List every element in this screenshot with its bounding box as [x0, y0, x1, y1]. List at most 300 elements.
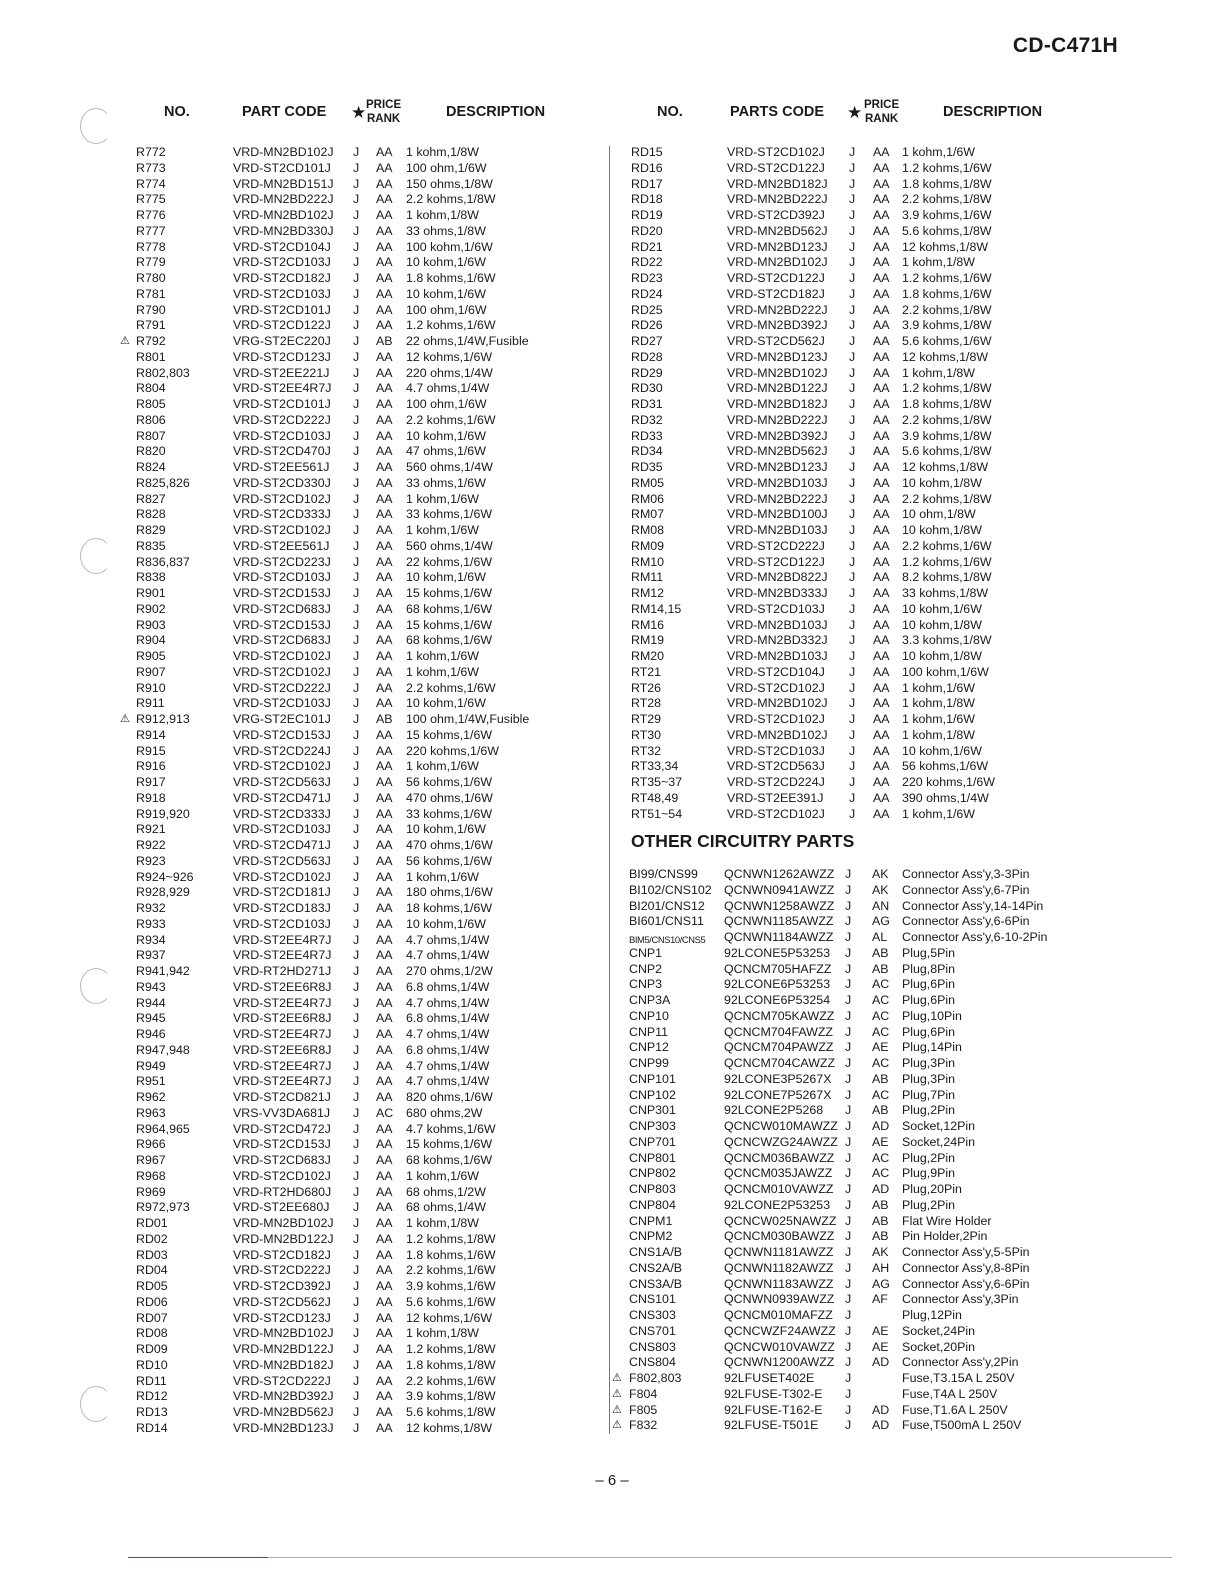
part-code: VRD-ST2CD183J: [233, 901, 331, 915]
part-mark: J: [845, 1166, 852, 1181]
part-description: 100 kohm,1/6W: [406, 239, 493, 254]
part-number: R919,920: [136, 806, 190, 821]
table-row: [0, 240, 1224, 256]
price-rank: AA: [376, 743, 393, 758]
part-mark: J: [353, 1342, 360, 1356]
part-code: VRD-ST2EE561J: [233, 460, 330, 474]
part-mark: J: [849, 790, 856, 805]
price-rank: AA: [376, 349, 393, 364]
part-number: R774: [136, 176, 166, 191]
part-number: RM05: [631, 475, 665, 490]
part-code: QCNWN1183AWZZ: [724, 1276, 834, 1291]
part-description: 1 kohm,1/8W: [406, 208, 479, 222]
part-mark: J: [353, 1074, 360, 1089]
part-description: 6.8 ohms,1/4W: [406, 979, 490, 994]
price-rank: AA: [376, 680, 393, 695]
price-rank: AA: [873, 601, 890, 616]
table-row: [0, 1403, 1224, 1419]
part-description: 1 kohm,1/8W: [406, 1326, 479, 1341]
part-code: QCNCM705KAWZZ: [724, 1008, 835, 1023]
part-code: VRD-MN2BD122J: [727, 381, 828, 396]
price-rank: AB: [872, 1197, 889, 1212]
price-rank: AA: [376, 633, 393, 648]
part-description: 6.8 ohms,1/4W: [406, 1042, 490, 1057]
price-rank: AA: [376, 538, 393, 553]
price-rank: AA: [376, 286, 393, 301]
part-mark: J: [353, 1058, 360, 1073]
part-code: VRD-ST2CD101J: [233, 302, 331, 317]
part-code: VRD-MN2BD182J: [727, 176, 828, 191]
price-rank: AA: [376, 806, 393, 821]
part-mark: J: [353, 208, 360, 222]
part-number: R914: [136, 727, 166, 742]
header-no: NO.: [657, 104, 683, 120]
table-row: [0, 1198, 1224, 1214]
price-rank: AA: [376, 397, 393, 411]
part-code: VRD-ST2CD153J: [233, 586, 331, 600]
part-number: R917: [136, 775, 166, 789]
table-row: [0, 946, 1224, 962]
part-mark: J: [845, 1402, 852, 1417]
price-rank: AA: [376, 365, 393, 380]
price-rank: AA: [873, 444, 890, 459]
part-code: VRD-MN2BD151J: [233, 176, 334, 191]
table-row: [0, 665, 1224, 681]
part-description: Fuse,T3.15A L 250V: [902, 1371, 1015, 1385]
part-number: CNP803: [629, 1182, 676, 1196]
part-description: 100 ohm,1/6W: [406, 160, 487, 175]
part-mark: J: [353, 979, 360, 994]
part-code: VRD-MN2BD562J: [233, 1405, 334, 1419]
part-code: VRD-ST2CD102J: [727, 145, 825, 159]
table-row: [0, 492, 1224, 508]
part-code: VRG-ST2EC220J: [233, 334, 331, 348]
part-mark: J: [353, 1200, 360, 1215]
part-code: VRD-ST2EE391J: [727, 790, 824, 805]
part-mark: J: [849, 649, 856, 663]
part-number: R947,948: [136, 1042, 190, 1057]
price-rank: AA: [376, 271, 393, 285]
part-mark: J: [353, 160, 360, 175]
price-rank: AA: [376, 932, 393, 947]
part-code: QCNCW010MAWZZ: [724, 1119, 838, 1133]
part-code: 92LFUSE-T501E: [724, 1418, 819, 1433]
part-description: Plug,3Pin: [902, 1071, 956, 1086]
part-description: 5.6 kohms,1/6W: [406, 1294, 496, 1309]
table-row: [0, 712, 1224, 728]
part-code: VRD-ST2EE4R7J: [233, 1058, 332, 1073]
part-number: R962: [136, 1090, 166, 1104]
part-number: RD11: [136, 1373, 167, 1388]
price-rank: AA: [376, 523, 393, 537]
price-rank: AD: [872, 1418, 890, 1433]
part-mark: J: [353, 538, 360, 553]
table-row: [0, 1308, 1224, 1324]
table-row: [0, 381, 1224, 397]
price-rank: AC: [872, 1150, 890, 1165]
part-mark: J: [849, 806, 856, 821]
price-rank: AA: [873, 680, 890, 695]
part-number: CNS3A/B: [629, 1276, 683, 1291]
part-mark: J: [849, 381, 856, 396]
part-number: RD29: [631, 365, 663, 380]
price-rank: AA: [376, 586, 393, 600]
part-number: R778: [136, 239, 166, 254]
part-description: 10 kohm,1/6W: [406, 696, 486, 711]
part-description: 1 kohm,1/6W: [902, 712, 975, 726]
part-code: VRD-ST2CD153J: [233, 1137, 331, 1152]
part-number: CNP102: [629, 1087, 676, 1102]
part-mark: J: [353, 617, 360, 632]
part-mark: J: [353, 381, 360, 396]
part-code: VRD-MN2BD123J: [727, 460, 828, 474]
part-code: VRD-ST2CD330J: [233, 475, 331, 490]
part-mark: J: [353, 853, 360, 868]
part-description: 390 ohms,1/4W: [902, 790, 989, 805]
part-number: RM19: [631, 633, 665, 648]
part-description: 47 ohms,1/6W: [406, 444, 486, 459]
part-mark: J: [849, 633, 856, 648]
part-description: 10 kohm,1/8W: [902, 617, 982, 632]
part-number: RD16: [631, 160, 663, 175]
part-code: VRD-MN2BD222J: [727, 192, 828, 207]
part-mark: J: [353, 554, 360, 569]
part-description: 2.2 kohms,1/6W: [406, 1373, 496, 1388]
price-rank: AA: [376, 255, 393, 270]
part-description: 2.2 kohms,1/6W: [406, 1263, 496, 1278]
part-description: 1 kohm,1/8W: [902, 727, 975, 742]
part-code: VRD-ST2CD470J: [233, 444, 331, 459]
part-description: Fuse,T500mA L 250V: [902, 1418, 1022, 1433]
part-description: 1.8 kohms,1/6W: [406, 271, 496, 285]
part-code: VRD-ST2CD182J: [727, 286, 825, 301]
part-mark: J: [849, 428, 856, 443]
price-rank: AC: [872, 1166, 890, 1181]
part-mark: J: [353, 271, 360, 285]
part-code: VRD-ST2CD563J: [233, 853, 331, 868]
part-code: VRD-ST2CD392J: [727, 208, 825, 222]
other-parts-list: [0, 867, 1224, 1434]
price-rank: AA: [873, 302, 890, 317]
part-code: VRD-ST2CD123J: [233, 349, 331, 364]
part-code: VRD-ST2CD222J: [233, 1263, 331, 1278]
table-row: [0, 728, 1224, 744]
part-description: 68 ohms,1/4W: [406, 1200, 486, 1215]
part-number: CNP3: [629, 977, 663, 992]
part-code: VRD-ST2EE4R7J: [233, 1074, 332, 1089]
part-mark: J: [353, 1042, 360, 1057]
price-rank: AA: [376, 1342, 393, 1356]
header-rank: RANK: [366, 113, 401, 125]
part-code: 92LCONE2P5268: [724, 1103, 824, 1118]
part-code: QCNWN0939AWZZ: [724, 1292, 835, 1307]
part-code: 92LCONE6P53253: [724, 977, 831, 992]
part-mark: J: [845, 1339, 852, 1354]
part-number: RD32: [631, 412, 663, 427]
table-row: [0, 177, 1224, 193]
part-description: Connector Ass'y,6-10-2Pin: [902, 930, 1048, 944]
part-number: RD20: [631, 223, 663, 238]
part-number: F804: [629, 1386, 658, 1401]
part-number: F802,803: [629, 1371, 682, 1385]
part-code: VRD-MN2BD102J: [233, 145, 334, 159]
part-code: VRD-ST2EE4R7J: [233, 1027, 332, 1041]
part-description: Plug,3Pin: [902, 1056, 956, 1070]
part-mark: J: [353, 885, 360, 900]
part-number: R922: [136, 838, 166, 852]
part-description: 15 kohms,1/6W: [406, 1137, 493, 1152]
part-code: VRD-ST2CD333J: [233, 507, 331, 522]
part-description: 4.7 ohms,1/4W: [406, 1027, 490, 1041]
part-mark: J: [845, 1103, 852, 1118]
part-description: Plug,2Pin: [902, 1197, 956, 1212]
part-code: QCNCW010VAWZZ: [724, 1339, 835, 1354]
part-description: 100 ohm,1/6W: [406, 397, 487, 411]
price-rank: AA: [376, 964, 393, 978]
part-code: VRD-ST2CD333J: [233, 806, 331, 821]
part-mark: J: [849, 601, 856, 616]
part-number: R934: [136, 932, 166, 947]
part-number: R923: [136, 853, 166, 868]
part-number: RD12: [136, 1389, 168, 1404]
part-number: CNP2: [629, 961, 663, 976]
part-number: RM14,15: [631, 601, 682, 616]
part-number: R902: [136, 601, 166, 616]
part-code: VRD-ST2CD562J: [727, 334, 825, 348]
table-row: [0, 775, 1224, 791]
part-code: VRD-MN2BD103J: [727, 475, 828, 490]
price-rank: AA: [873, 365, 890, 380]
part-number: CNP11: [629, 1024, 669, 1039]
header-price: PRICE: [864, 99, 900, 111]
part-mark: J: [353, 176, 360, 191]
part-number: R964,965: [136, 1121, 190, 1136]
part-number: R772: [136, 145, 166, 159]
price-rank: AA: [376, 995, 393, 1010]
part-number: RM07: [631, 507, 665, 522]
price-rank: AD: [872, 1182, 890, 1196]
part-description: 150 ohms,1/8W: [406, 176, 493, 191]
part-number: CNP12: [629, 1040, 669, 1055]
price-rank: AA: [376, 1389, 393, 1404]
part-description: 220 kohms,1/6W: [902, 775, 995, 789]
price-rank: AA: [873, 775, 890, 789]
part-number: RT29: [631, 712, 662, 726]
part-mark: J: [845, 1150, 852, 1165]
part-number: RD13: [136, 1405, 168, 1419]
part-description: Flat Wire Holder: [902, 1213, 992, 1228]
part-number: R945: [136, 1011, 166, 1026]
part-number: R836,837: [136, 554, 190, 569]
table-row: [0, 1261, 1224, 1277]
price-rank: AB: [872, 945, 889, 960]
part-code: VRD-ST2CD563J: [233, 775, 331, 789]
header-description: DESCRIPTION: [943, 104, 1043, 120]
price-rank: AA: [873, 743, 890, 758]
part-number: RM08: [631, 523, 665, 537]
part-number: CNP801: [629, 1150, 676, 1165]
price-rank: AA: [376, 1310, 393, 1325]
part-description: 180 ohms,1/6W: [406, 885, 493, 900]
part-description: 2.2 kohms,1/8W: [902, 302, 992, 317]
table-row: [0, 444, 1224, 460]
part-number: RD21: [631, 239, 663, 254]
price-rank: AA: [873, 397, 890, 411]
part-code: 92LFUSE-T302-E: [724, 1386, 823, 1401]
part-code: VRD-ST2CD122J: [727, 160, 825, 175]
part-number: R968: [136, 1168, 166, 1183]
part-mark: J: [849, 286, 856, 301]
table-row: [0, 397, 1224, 413]
part-description: 68 kohms,1/6W: [406, 601, 493, 616]
right-table-header: [0, 96, 1224, 130]
part-mark: J: [849, 664, 856, 679]
price-rank: AA: [873, 412, 890, 427]
part-code: VRD-ST2CD472J: [233, 1121, 331, 1136]
part-mark: J: [849, 775, 856, 789]
part-number: R966: [136, 1137, 166, 1152]
part-mark: J: [353, 1121, 360, 1136]
price-rank: AA: [873, 696, 890, 711]
part-mark: J: [845, 1071, 852, 1086]
part-description: 4.7 ohms,1/4W: [406, 948, 490, 963]
part-description: 56 kohms,1/6W: [406, 853, 493, 868]
part-mark: J: [849, 302, 856, 317]
part-number: RD23: [631, 271, 663, 285]
part-code: QCNWN1184AWZZ: [724, 930, 834, 944]
part-description: 4.7 ohms,1/4W: [406, 1074, 490, 1089]
table-row: [0, 822, 609, 838]
part-code: QCNWN1181AWZZ: [724, 1245, 834, 1259]
part-description: 1.2 kohms,1/6W: [902, 271, 992, 285]
part-code: VRG-ST2EC101J: [233, 712, 331, 726]
part-code: VRD-ST2CD683J: [233, 601, 331, 616]
part-description: 1 kohm,1/6W: [406, 664, 479, 679]
part-number: CNP303: [629, 1119, 676, 1133]
part-number: RT48,49: [631, 790, 679, 805]
part-code: VRD-MN2BD123J: [233, 1420, 334, 1435]
part-number: R828: [136, 507, 166, 522]
table-row: [0, 993, 1224, 1009]
part-description: 68 kohms,1/6W: [406, 633, 493, 648]
part-code: VRD-ST2CD103J: [233, 428, 331, 443]
part-code: VRD-MN2BD392J: [727, 318, 828, 333]
part-number: R916: [136, 759, 166, 774]
part-mark: J: [849, 397, 856, 411]
part-code: VRD-ST2CD683J: [233, 633, 331, 648]
part-mark: J: [845, 1197, 852, 1212]
part-mark: J: [353, 680, 360, 695]
part-code: VRD-ST2CD821J: [233, 1090, 331, 1104]
price-rank: AA: [873, 538, 890, 553]
part-number: BI99/CNS99: [629, 867, 698, 881]
part-description: Plug,10Pin: [902, 1008, 962, 1023]
part-description: 1 kohm,1/6W: [902, 680, 975, 695]
table-row: [0, 413, 1224, 429]
part-mark: J: [353, 633, 360, 648]
part-number: R963: [136, 1105, 166, 1120]
part-description: 1.8 kohms,1/6W: [406, 1247, 496, 1262]
table-row: [0, 602, 1224, 618]
part-number: R824: [136, 460, 166, 474]
part-description: 2.2 kohms,1/6W: [902, 538, 992, 553]
price-rank: AA: [873, 160, 890, 175]
part-number: RM16: [631, 617, 665, 632]
part-mark: J: [353, 1357, 360, 1372]
table-row: [0, 539, 1224, 555]
part-description: Socket,24Pin: [902, 1134, 976, 1149]
part-description: Plug,6Pin: [902, 977, 956, 992]
right-parts-list: [0, 145, 1224, 822]
part-description: Connector Ass'y,6-7Pin: [902, 882, 1030, 897]
price-rank: AB: [872, 961, 889, 976]
part-mark: J: [353, 1405, 360, 1419]
table-row: [0, 649, 1224, 665]
part-number: CNP802: [629, 1166, 676, 1181]
part-description: 5.6 kohms,1/8W: [406, 1405, 496, 1419]
part-mark: J: [353, 507, 360, 522]
part-number: RD09: [136, 1342, 168, 1356]
price-rank: AA: [376, 1184, 393, 1199]
price-rank: AA: [873, 334, 890, 348]
price-rank: AB: [376, 334, 393, 348]
price-rank: AN: [872, 898, 890, 913]
part-code: QCNWN1182AWZZ: [724, 1260, 834, 1275]
table-row: [0, 962, 1224, 978]
price-rank: AD: [872, 1119, 890, 1133]
part-description: 22 kohms,1/6W: [406, 554, 493, 569]
part-number: RD19: [631, 208, 663, 222]
part-code: VRD-MN2BD222J: [727, 412, 828, 427]
part-mark: J: [849, 507, 856, 522]
part-mark: J: [849, 491, 856, 506]
header-price-rank: [864, 98, 899, 126]
part-number: RD30: [631, 381, 663, 396]
part-number: R777: [136, 223, 166, 238]
part-mark: J: [353, 428, 360, 443]
part-code: VRD-MN2BD102J: [727, 696, 828, 711]
binder-hole: [80, 108, 112, 144]
price-rank: AE: [872, 1040, 889, 1055]
part-description: 3.9 kohms,1/6W: [902, 208, 992, 222]
part-mark: J: [353, 1137, 360, 1152]
part-mark: J: [849, 208, 856, 222]
part-code: VRD-ST2CD101J: [233, 397, 331, 411]
price-rank: AA: [376, 1042, 393, 1057]
table-row: [0, 287, 1224, 303]
table-row: [0, 570, 1224, 586]
part-code: VRD-ST2CD102J: [233, 649, 331, 663]
part-description: 560 ohms,1/4W: [406, 538, 493, 553]
table-row: [0, 791, 1224, 807]
price-rank: AA: [376, 1247, 393, 1262]
table-row: [0, 977, 1224, 993]
table-row: [0, 460, 1224, 476]
part-code: VRD-ST2EE680J: [233, 1200, 330, 1215]
part-description: 1.2 kohms,1/6W: [902, 554, 992, 569]
part-description: 1.2 kohms,1/6W: [902, 160, 992, 175]
part-mark: J: [353, 696, 360, 711]
price-rank: AA: [376, 145, 393, 159]
part-number: R911: [136, 696, 165, 711]
bottom-rule: [128, 1557, 268, 1558]
part-number: BI201/CNS12: [629, 898, 705, 913]
warning-icon: ⚠: [612, 1403, 622, 1416]
part-code: VRD-ST2CD102J: [233, 759, 331, 774]
part-description: 1 kohm,1/6W: [406, 649, 479, 663]
price-rank: AB: [376, 712, 393, 726]
part-mark: J: [845, 977, 852, 992]
